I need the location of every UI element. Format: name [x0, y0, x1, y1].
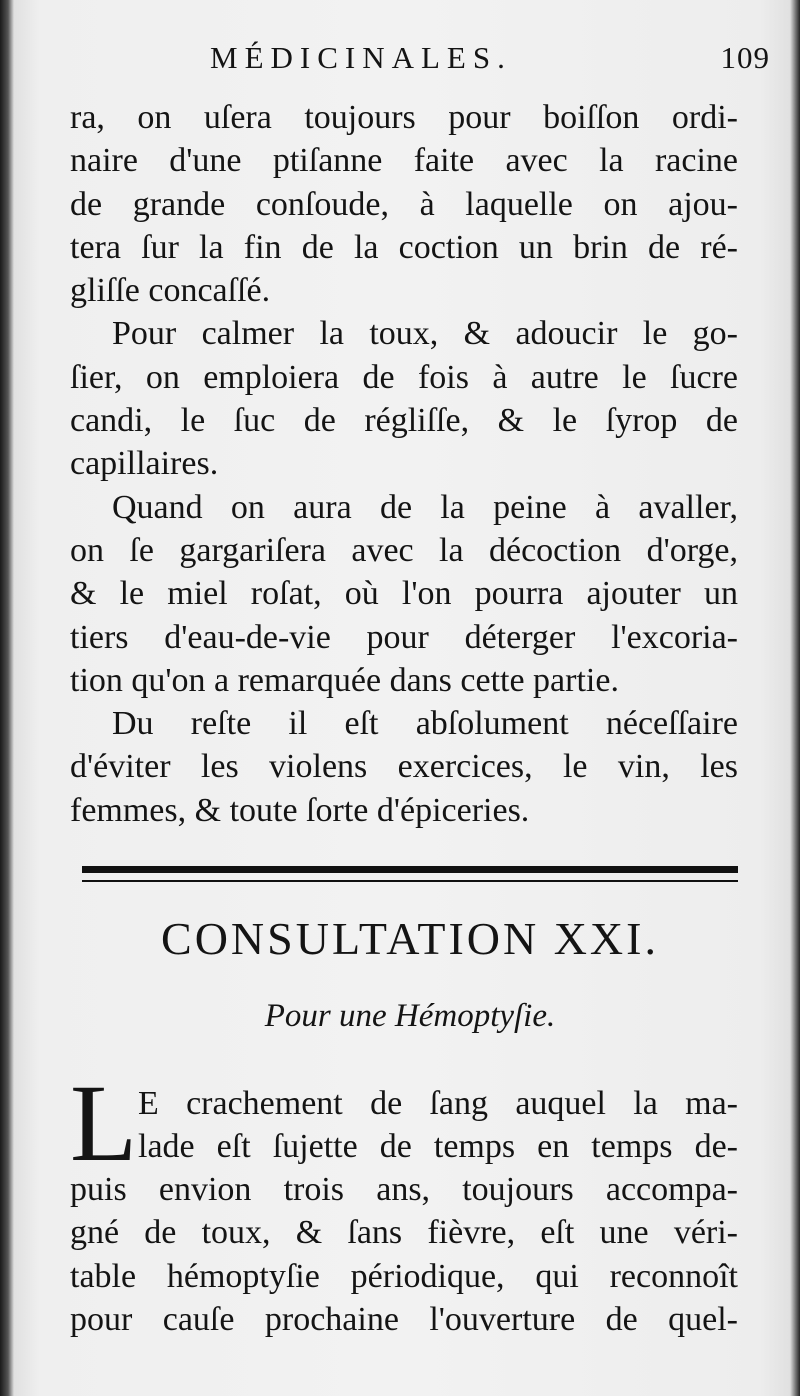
text-line: naire d'une ptiſanne faite avec la racine [70, 142, 738, 180]
text-line: gné de toux, & ſans fièvre, eſt une véri- [70, 1214, 738, 1252]
page-gutter-shadow [0, 0, 14, 1396]
text-line: de grande conſoude, à laquelle on ajou- [70, 185, 738, 223]
text-line: tera ſur la fin de la coction un brin de ré- [70, 228, 738, 266]
text-line: & le miel roſat, où l'on pourra ajouter un [70, 575, 738, 613]
text-line: Du reſte il eſt abſolument néceſſaire [112, 705, 738, 743]
text-line: on ſe gargariſera avec la décoction d'orge, [70, 531, 738, 569]
consultation-subtitle: Pour une Hémoptyſie. [264, 998, 556, 1034]
text-line: d'éviter les violens exercices, le vin, les [70, 748, 738, 786]
text-line: tiers d'eau-de-vie pour déterger l'excoria- [70, 618, 738, 656]
page-number: 109 [720, 40, 770, 75]
section-rule-thin [82, 880, 738, 882]
running-head [210, 40, 770, 90]
text-line: gliſſe concaſſé. [70, 272, 271, 310]
section-rule-thick [82, 866, 738, 873]
text-line: ra, on uſera toujours pour boiſſon ordi- [70, 99, 738, 136]
text-line: capillaires. [70, 445, 219, 483]
text-line: pour cauſe prochaine l'ouverture de quel- [70, 1300, 738, 1338]
text-line: femmes, & toute ſorte d'épiceries. [70, 791, 530, 829]
text-line: ſier, on emploiera de fois à autre le ſucre [70, 358, 738, 396]
body-text-top [70, 96, 738, 832]
text-line: tion qu'on a remarquée dans cette partie. [70, 661, 619, 699]
running-head-title: MÉDICINALES. [210, 40, 512, 75]
text-line: table hémoptyſie périodique, qui reconnoît [70, 1257, 738, 1295]
text-line: E crachement de ſang auquel la ma- [138, 1085, 738, 1122]
body-text-bottom [70, 1168, 738, 1341]
text-line: Quand on aura de la peine à avaller, [112, 488, 738, 526]
drop-cap: L [70, 1062, 138, 1184]
body-text-dropcap-lines [138, 1082, 738, 1169]
text-line: candi, le ſuc de régliſſe, & le ſyrop de [70, 402, 738, 440]
text-line: lade eſt ſujette de temps en temps de- [138, 1128, 738, 1166]
consultation-heading: CONSULTATION XXI. [161, 913, 659, 964]
text-line: puis envion trois ans, toujours accompa- [70, 1171, 738, 1208]
text-line: Pour calmer la toux, & adoucir le go- [112, 315, 738, 353]
page-edge-shadow [790, 0, 800, 1396]
